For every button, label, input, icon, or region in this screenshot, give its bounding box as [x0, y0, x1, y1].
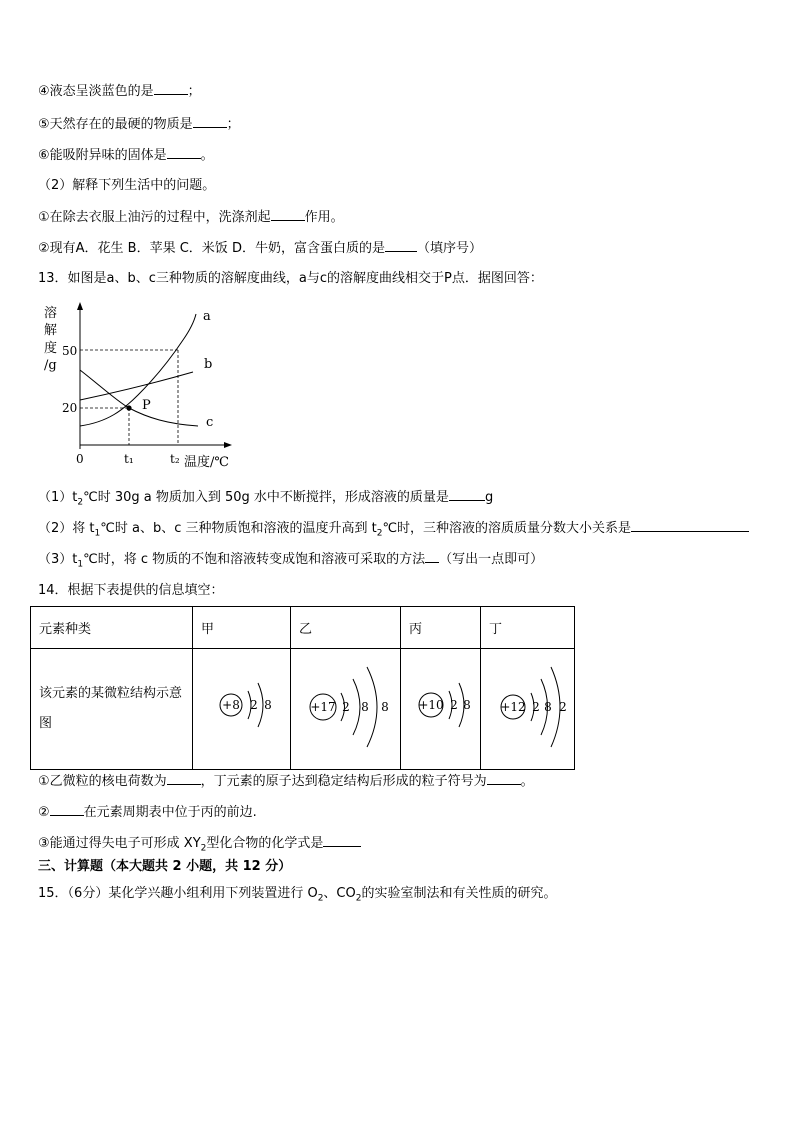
answer-blank[interactable] — [167, 146, 201, 159]
answer-blank[interactable] — [487, 772, 521, 785]
question-14-answer-1: ①乙微粒的核电荷数为 ，丁元素的原子达到稳定结构后形成的粒子符号为 。 — [38, 774, 534, 789]
question-item-6: ⑥能吸附异味的固体是 。 — [38, 148, 214, 163]
svg-text:8: 8 — [463, 698, 471, 712]
answer-blank[interactable] — [167, 772, 201, 785]
subquestion-2-item-2: ②现有A．花生 B．苹果 C．米饭 D．牛奶，富含蛋白质的是 （填序号） — [38, 241, 482, 256]
x-tick-0: 0 — [76, 452, 84, 466]
curve-b-label: b — [204, 357, 213, 372]
x-axis-label: 温度/℃ — [184, 455, 229, 470]
svg-text:+12: +12 — [500, 700, 526, 714]
x-tick-t2: t₂ — [170, 452, 180, 466]
y-axis-label-2: 解 — [44, 323, 58, 338]
answer-blank[interactable] — [425, 550, 439, 563]
svg-text:+10: +10 — [418, 698, 444, 712]
point-p-label: P — [142, 398, 151, 413]
section-3-heading: 三、计算题（本大题共 2 小题，共 12 分） — [38, 859, 292, 874]
question-13-part-2: （2）将 $t_1℃$时 a、b、c 三种物质饱和溶液的温度升高到 $t_2℃$时，三种溶液的溶质质量分数大小关系是 — [38, 519, 749, 538]
svg-text:8: 8 — [544, 700, 552, 714]
question-item-4: ④液态呈淡蓝色的是 ； — [38, 84, 201, 99]
question-14-intro: 14．根据下表提供的信息填空： — [38, 583, 224, 598]
curve-c — [80, 370, 198, 426]
y-tick-50: 50 — [62, 344, 78, 358]
svg-text:8: 8 — [361, 700, 369, 714]
curve-a — [80, 314, 196, 426]
x-axis-arrow — [224, 442, 232, 448]
column-header: 丙 — [401, 607, 481, 649]
svg-text:+17: +17 — [310, 700, 336, 714]
svg-text:2: 2 — [559, 700, 567, 714]
answer-blank[interactable] — [449, 488, 485, 501]
answer-blank[interactable] — [50, 803, 84, 816]
y-axis-label-1: 溶 — [44, 306, 58, 321]
y-axis-label-3: 度 — [44, 341, 58, 356]
column-header: 乙 — [291, 607, 401, 649]
atom-diagram-ding — [481, 649, 575, 770]
question-14-answer-3: ③能通过得失电子可形成 $XY_2$型化合物的化学式是 — [38, 834, 361, 853]
intersection-point-p — [126, 405, 131, 410]
question-13-part-3: $(3)t_1℃$时，将 c 物质的不饱和溶液转变成饱和溶液可采取的方法 （写出一点即可） — [38, 552, 544, 570]
question-13-part-1: $(1)t_2℃$时 30g a 物质加入到 50g 水中不断搅拌，形成溶液的质量是 g — [38, 490, 494, 508]
atom-diagram-yi — [291, 649, 401, 770]
svg-text:8: 8 — [381, 700, 389, 714]
column-header: 甲 — [193, 607, 291, 649]
y-axis-label-4: /g — [44, 358, 57, 373]
x-tick-t1: t₁ — [124, 452, 134, 466]
table-diagram-row — [31, 649, 575, 770]
answer-blank[interactable] — [631, 519, 749, 532]
svg-text:2: 2 — [532, 700, 540, 714]
curve-a-label: a — [203, 309, 211, 324]
curve-c-label: c — [206, 415, 214, 430]
svg-text:2: 2 — [450, 698, 458, 712]
table-header-label: 元素种类 — [31, 607, 193, 649]
svg-text:2: 2 — [250, 698, 258, 712]
solubility-curve-figure — [38, 300, 238, 475]
svg-text:8: 8 — [264, 698, 272, 712]
question-13-intro: 13．如图是a、b、c三种物质的溶解度曲线，a与c的溶解度曲线相交于P点．据图回答： — [38, 271, 543, 286]
atom-diagram-bing — [401, 649, 481, 770]
subquestion-2-heading: （2）解释下列生活中的问题。 — [38, 178, 216, 193]
element-info-table — [30, 606, 575, 770]
column-header: 丁 — [481, 607, 575, 649]
subquestion-2-item-1: ①在除去衣服上油污的过程中，洗涤剂起 作用。 — [38, 210, 344, 225]
row-label: 该元素的某微粒结构示意图 — [31, 649, 193, 770]
answer-blank[interactable] — [193, 115, 227, 128]
answer-blank[interactable] — [154, 82, 188, 95]
table-header-row — [31, 607, 575, 649]
svg-text:+8: +8 — [222, 698, 240, 712]
question-item-5: ⑤天然存在的最硬的物质是 ； — [38, 117, 240, 132]
question-14-answer-2: ② 在元素周期表中位于丙的前边. — [38, 805, 257, 820]
answer-blank[interactable] — [271, 208, 305, 221]
y-axis-arrow — [77, 302, 83, 310]
question-15: 15．（6分）某化学兴趣小组利用下列装置进行 $O_2$、$CO_2$的实验室制法和有关性质的研究。 — [38, 886, 557, 904]
answer-blank[interactable] — [385, 239, 417, 252]
svg-text:2: 2 — [342, 700, 350, 714]
y-tick-20: 20 — [62, 401, 78, 415]
answer-blank[interactable] — [323, 834, 361, 847]
atom-diagram-jia — [193, 649, 291, 770]
